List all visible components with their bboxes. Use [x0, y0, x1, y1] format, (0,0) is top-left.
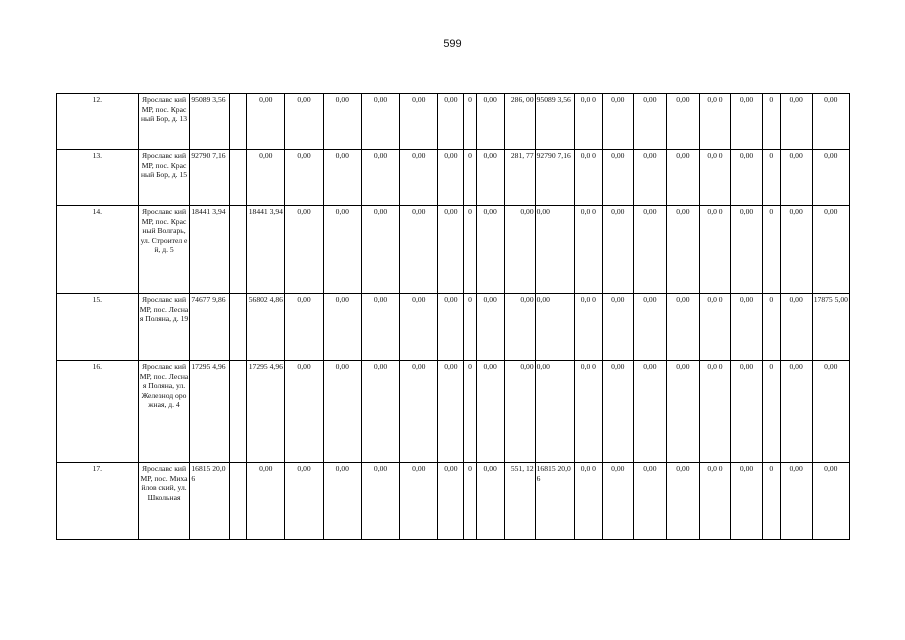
table-cell: 0,00 [476, 463, 504, 540]
table-cell: 0,00 [476, 94, 504, 150]
table-cell: 0,00 [285, 361, 323, 463]
table-cell: 0,00 [780, 150, 812, 206]
table-cell: 0,00 [812, 206, 849, 294]
table-cell: 0,00 [780, 463, 812, 540]
table-cell: Ярославс кий МР, пос. Лесная Поляна, ул. Железнод орожная, д. 4 [138, 361, 190, 463]
table-cell: 0 [763, 361, 781, 463]
table-cell: 92790 7,16 [535, 150, 574, 206]
table-cell: 0,00 [323, 463, 361, 540]
table-cell: 0,00 [361, 463, 399, 540]
table-cell [229, 150, 247, 206]
table-cell: 0,00 [400, 94, 438, 150]
table-cell: 0,00 [400, 150, 438, 206]
table-cell: 0,0 0 [574, 294, 602, 361]
table-cell: 0,00 [666, 294, 699, 361]
table-cell: 13. [57, 150, 139, 206]
table-cell: 0,00 [285, 94, 323, 150]
table-cell: 0,00 [438, 150, 464, 206]
table-cell: 16815 20,06 [190, 463, 229, 540]
table-cell: 0,00 [476, 150, 504, 206]
table-cell: 0,00 [285, 294, 323, 361]
table-cell: 0,00 [731, 361, 763, 463]
table-cell: 0 [464, 206, 476, 294]
table-cell: 16815 20,06 [535, 463, 574, 540]
table-cell: 0,00 [602, 294, 633, 361]
table-cell: 0 [464, 94, 476, 150]
table-cell: 17. [57, 463, 139, 540]
table-cell: 0 [464, 361, 476, 463]
table-cell [229, 206, 247, 294]
table-cell: Ярославс кий МР, пос. Лесная Поляна, д. 19 [138, 294, 190, 361]
table-cell: 0,00 [731, 294, 763, 361]
table-cell: 0,00 [323, 150, 361, 206]
table-cell: 0,00 [400, 294, 438, 361]
table-cell: 18441 3,94 [247, 206, 285, 294]
table-cell: 0,00 [780, 361, 812, 463]
table-cell: 0,00 [602, 463, 633, 540]
table-cell: 0,00 [812, 150, 849, 206]
table-cell: 56802 4,86 [247, 294, 285, 361]
table-cell: 12. [57, 94, 139, 150]
table-cell: 0,00 [731, 94, 763, 150]
table-cell: 0 [763, 150, 781, 206]
table-cell: 0,00 [731, 150, 763, 206]
table-cell: 0,00 [731, 463, 763, 540]
table-cell: 0,00 [323, 94, 361, 150]
table-cell: Ярославс кий МР, пос. Красный Бор, д. 13 [138, 94, 190, 150]
table-cell: 0 [464, 463, 476, 540]
table-cell: 0,00 [476, 361, 504, 463]
table-cell: 0,00 [780, 206, 812, 294]
table-cell: 0,00 [438, 463, 464, 540]
table-cell: 0,00 [666, 150, 699, 206]
table-cell: 0,00 [666, 206, 699, 294]
table-cell [229, 94, 247, 150]
table-cell: 0 [763, 463, 781, 540]
table-cell: 0,00 [361, 361, 399, 463]
table-cell: 0,00 [633, 463, 666, 540]
table-cell: 17295 4,96 [190, 361, 229, 463]
table-cell: 0,0 0 [574, 94, 602, 150]
table-cell: 0,00 [535, 206, 574, 294]
table-cell: 95089 3,56 [535, 94, 574, 150]
table-cell: 0 [763, 206, 781, 294]
table-cell: 92790 7,16 [190, 150, 229, 206]
table-cell: 16. [57, 361, 139, 463]
table-cell: 18441 3,94 [190, 206, 229, 294]
table-cell: 0,00 [323, 206, 361, 294]
table-cell: 0 [464, 294, 476, 361]
table-cell: 0,0 0 [699, 361, 730, 463]
table-cell: 281, 77 [504, 150, 535, 206]
table-cell: Ярославс кий МР, пос. Красный Волгарь, ул. Строител ей, д. 5 [138, 206, 190, 294]
table-cell: 0,00 [602, 206, 633, 294]
table-cell: Ярославс кий МР, пос. Красный Бор, д. 15 [138, 150, 190, 206]
table-cell: 0,00 [812, 361, 849, 463]
table-row [57, 206, 850, 294]
table-cell: 0,0 0 [574, 463, 602, 540]
table-cell: 0,0 0 [699, 294, 730, 361]
table-cell: 0,00 [633, 94, 666, 150]
table-cell: 0,00 [438, 361, 464, 463]
table-cell: 17875 5,00 [812, 294, 849, 361]
table-cell: 0,00 [400, 206, 438, 294]
table-cell: 0,00 [633, 150, 666, 206]
table-cell: 0,0 0 [699, 463, 730, 540]
table-cell: 0,00 [361, 294, 399, 361]
table-cell: 0,0 0 [574, 361, 602, 463]
table-cell: 0,0 0 [574, 150, 602, 206]
table-row [57, 463, 850, 540]
table-cell: 15. [57, 294, 139, 361]
table-cell: 0,00 [602, 94, 633, 150]
table-cell: 0,00 [476, 206, 504, 294]
table-cell: Ярославс кий МР, пос. Михайлов ский, ул. Школьная [138, 463, 190, 540]
table-cell: 0,00 [323, 294, 361, 361]
table-cell: 0,00 [780, 94, 812, 150]
table-cell: 0,00 [666, 463, 699, 540]
table-cell: 0,00 [633, 294, 666, 361]
table-cell: 0,00 [400, 463, 438, 540]
table-cell: 0,00 [285, 463, 323, 540]
table-cell: 0 [763, 294, 781, 361]
table-cell: 0,00 [438, 94, 464, 150]
table-cell: 0,00 [666, 94, 699, 150]
table-cell: 551, 12 [504, 463, 535, 540]
table-cell: 0,00 [247, 463, 285, 540]
table-cell: 0,00 [400, 361, 438, 463]
table-cell: 14. [57, 206, 139, 294]
table-cell: 0,00 [666, 361, 699, 463]
table-cell: 0,00 [285, 150, 323, 206]
table-cell: 0,00 [361, 94, 399, 150]
table-row [57, 361, 850, 463]
table-cell: 0,00 [504, 206, 535, 294]
table-cell: 0,00 [504, 361, 535, 463]
table-cell: 0,00 [812, 463, 849, 540]
table-cell: 0 [763, 94, 781, 150]
table-cell [229, 361, 247, 463]
page-number: 599 [443, 38, 462, 50]
table-cell: 0,00 [438, 294, 464, 361]
table-cell [229, 294, 247, 361]
table-cell: 0,00 [285, 206, 323, 294]
table-cell: 0,00 [361, 150, 399, 206]
table-cell: 0,00 [535, 361, 574, 463]
table-cell: 0,00 [535, 294, 574, 361]
table-cell: 0,00 [602, 150, 633, 206]
table-cell: 0,00 [780, 294, 812, 361]
table-cell: 0,00 [633, 206, 666, 294]
table-cell: 0,00 [602, 361, 633, 463]
data-table [56, 93, 850, 540]
table-cell: 74677 9,86 [190, 294, 229, 361]
table-cell: 0,0 0 [699, 94, 730, 150]
table-row [57, 94, 850, 150]
table-cell [229, 463, 247, 540]
table-cell: 0,0 0 [574, 206, 602, 294]
table-row [57, 294, 850, 361]
table-cell: 0,00 [247, 150, 285, 206]
table-cell: 0,00 [812, 94, 849, 150]
table-cell: 0,0 0 [699, 206, 730, 294]
table-cell: 0,00 [361, 206, 399, 294]
table-cell: 0,00 [476, 294, 504, 361]
table-cell: 0 [464, 150, 476, 206]
table-cell: 286, 00 [504, 94, 535, 150]
table-cell: 17295 4,96 [247, 361, 285, 463]
table-cell: 0,00 [633, 361, 666, 463]
table-cell: 0,0 0 [699, 150, 730, 206]
table-cell: 0,00 [731, 206, 763, 294]
table-cell: 95089 3,56 [190, 94, 229, 150]
table-row [57, 150, 850, 206]
table-cell: 0,00 [504, 294, 535, 361]
table-cell: 0,00 [323, 361, 361, 463]
table-cell: 0,00 [438, 206, 464, 294]
table-cell: 0,00 [247, 94, 285, 150]
